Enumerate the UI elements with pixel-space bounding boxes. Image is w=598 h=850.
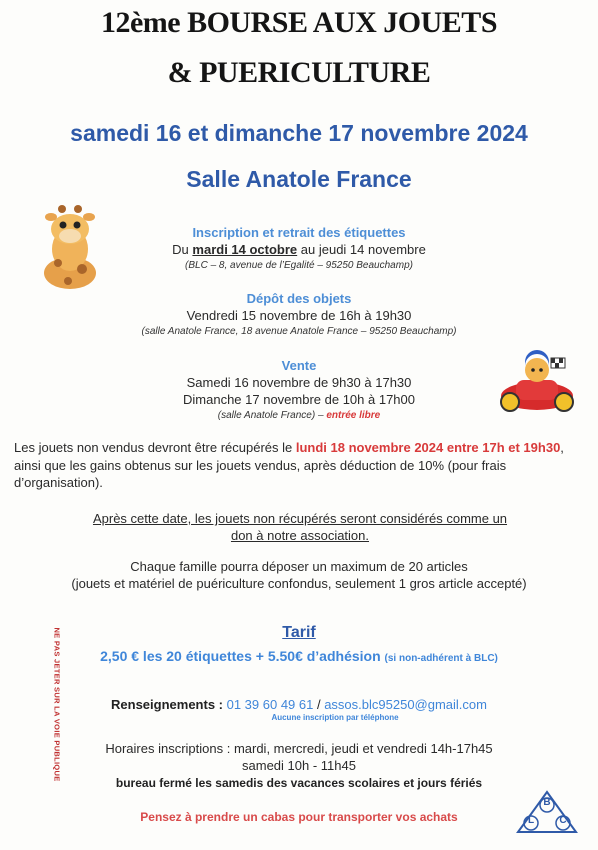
inscription-heading: Inscription et retrait des étiquettes — [192, 225, 406, 240]
logo-letter-l: L — [527, 815, 535, 826]
logo-letter-c: C — [559, 815, 567, 826]
tarif-heading: Tarif — [282, 624, 316, 641]
phone-number[interactable]: 01 39 60 49 61 — [226, 697, 314, 712]
inscription-address: (BLC – 8, avenue de l’Egalité – 95250 Beauchamp) — [185, 260, 413, 271]
free-entry-label: entrée libre — [326, 410, 381, 421]
tarif-note: (si non-adhérent à BLC) — [384, 653, 498, 664]
do-not-litter-notice: NE PAS JETER SUR LA VOIE PUBLIQUE — [52, 627, 62, 782]
vente-heading: Vente — [281, 358, 317, 373]
depot-heading: Dépôt des objets — [246, 291, 352, 306]
unsold-toys-notice: Les jouets non vendus devront être récupérés le lundi 18 novembre 2024 entre 17h et 19h30, ainsi que les gains obtenus sur les jouets vendus, après déduction de 10% (pour frais d’organisation). — [14, 440, 564, 490]
vente-sunday: Dimanche 17 novembre de 10h à 17h00 — [183, 392, 415, 407]
vente-place: (salle Anatole France) – entrée libre — [217, 410, 381, 421]
race-car-toy-image — [496, 350, 578, 420]
bring-bag-reminder: Pensez à prendre un cabas pour transporter vos achats — [140, 810, 458, 824]
email-address[interactable]: assos.blc95250@gmail.com — [324, 697, 487, 712]
poster-title-line1: 12ème BOURSE AUX JOUETS — [100, 6, 498, 39]
contact-line: Renseignements : 01 39 60 49 61 / assos.blc95250@gmail.com — [111, 697, 487, 712]
inscription-start-date: mardi 14 octobre — [192, 242, 298, 257]
article-limit: Chaque famille pourra déposer un maximum de 20 articles — [130, 559, 468, 574]
depot-dates: Vendredi 15 novembre de 16h à 19h30 — [186, 308, 412, 323]
inscription-dates: Du mardi 14 octobre au jeudi 14 novembre — [172, 242, 426, 257]
vente-saturday: Samedi 16 novembre de 9h30 à 17h30 — [186, 375, 412, 390]
poster-title-line2: & PUERICULTURE — [167, 56, 431, 89]
logo-letter-b: B — [543, 797, 551, 808]
office-closed-notice: bureau fermé les samedis des vacances scolaires et jours fériés — [115, 776, 483, 790]
event-venue: Salle Anatole France — [186, 166, 412, 192]
pickup-date: lundi 18 novembre 2024 entre 17h et 19h30 — [295, 440, 561, 455]
article-limit-detail: (jouets et matériel de puériculture confondus, seulement 1 gros article accepté) — [71, 576, 527, 591]
no-phone-registration: Aucune inscription par téléphone — [271, 713, 399, 722]
tarif-price: 2,50 € les 20 étiquettes + 5.50€ d’adhésion (si non-adhérent à BLC) — [100, 648, 498, 664]
event-dates: samedi 16 et dimanche 17 novembre 2024 — [70, 120, 528, 146]
donation-notice: Après cette date, les jouets non récupérés seront considérés comme un don à notre association. — [92, 511, 508, 543]
depot-address: (salle Anatole France, 18 avenue Anatole France – 95250 Beauchamp) — [141, 326, 457, 337]
registration-hours: Horaires inscriptions : mardi, mercredi, jeudi et vendredi 14h-17h45 — [105, 741, 493, 756]
saturday-hours: samedi 10h - 11h45 — [242, 758, 356, 773]
